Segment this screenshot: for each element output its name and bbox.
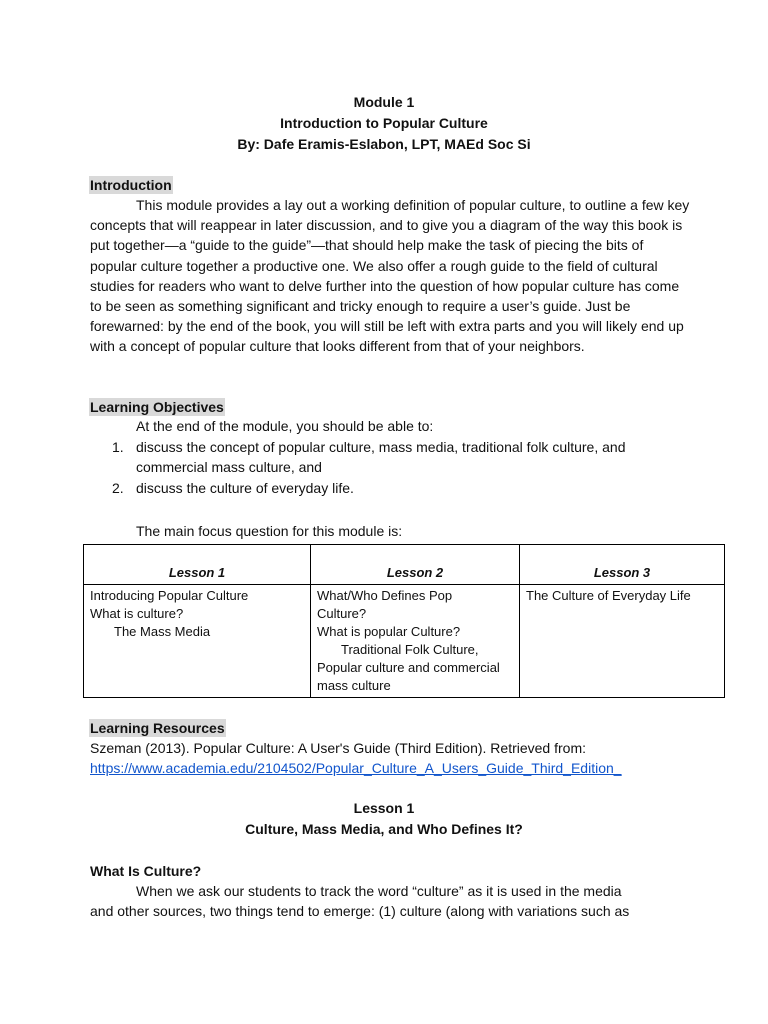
objectives-intro: At the end of the module, you should be able to: [136,418,434,434]
lesson-1-body-line-2: and other sources, two things tend to emerge: (1) culture (along with variations such as [90,903,630,919]
objective-number-2: 2. [112,480,124,496]
lesson-3-topic: The Culture of Everyday Life [526,588,691,603]
lesson-2-topic: mass culture [317,678,391,693]
author-line: By: Dafe Eramis-Eslabon, LPT, MAEd Soc Si [237,136,531,152]
lesson-1-topic: Introducing Popular Culture [90,588,249,603]
focus-question-intro: The main focus question for this module is: [136,523,403,539]
lesson-2-topic: Culture? [317,606,367,621]
table-header-lesson-2: Lesson 2 [311,545,520,585]
learning-objectives-heading: Learning Objectives [90,399,224,415]
lesson-1-label: Lesson 1 [353,800,415,816]
resource-link[interactable]: https://www.academia.edu/2104502/Popular_Culture_A_Users_Guide_Third_Edition_ [90,760,622,776]
objective-number-1: 1. [112,439,124,455]
lesson-2-topic: What/Who Defines Pop [317,588,453,603]
table-header-lesson-3: Lesson 3 [520,545,725,585]
lesson-1-subtopic: The Mass Media [114,624,211,639]
lesson-1-title: Culture, Mass Media, and Who Defines It? [245,821,523,837]
table-header-row [84,545,725,585]
lesson-1-cell [84,585,311,698]
lesson-2-topic: Popular culture and commercial [317,660,500,675]
introduction-body: This module provides a lay out a working definition of popular culture, to outline a few key concepts that will reappear in later discussion, and to give you a diagram of the way this book is put together—a “guide to the guide”—that should help make the task of piecing the bits of popular culture together a productive one. We also offer a rough guide to the field of cultural studies for readers who want to delve further into the question of how popular culture has come to be seen as something significant and tricky enough to require a user’s guide. Just be forewarned: by the end of the book, you will still be left with extra parts and you will likely end up with a concept of popular culture that looks different from that of your neighbors. [90,197,690,355]
objective-2-line-1: discuss the culture of everyday life. [136,480,354,496]
lesson-2-subtopic: Traditional Folk Culture, [341,642,479,657]
objective-1-line-2: commercial mass culture, and [136,459,322,475]
objective-1-line-1: discuss the concept of popular culture, mass media, traditional folk culture, and [136,439,626,455]
learning-resources-heading: Learning Resources [90,720,225,736]
module-label: Module 1 [353,94,415,110]
lesson-2-cell [311,585,520,698]
document-title: Introduction to Popular Culture [280,115,488,131]
table-header-lesson-1: Lesson 1 [84,545,311,585]
lesson-1-body-line-1: When we ask our students to track the word “culture” as it is used in the media [136,883,622,899]
resource-citation: Szeman (2013). Popular Culture: A User's Guide (Third Edition). Retrieved from: [90,740,586,756]
what-is-culture-heading: What Is Culture? [90,863,202,879]
lesson-1-topic: What is culture? [90,606,184,621]
table-row [84,585,725,698]
lesson-3-cell [520,585,725,698]
lesson-2-topic: What is popular Culture? [317,624,461,639]
lessons-table [83,544,725,698]
introduction-heading: Introduction [90,177,172,193]
